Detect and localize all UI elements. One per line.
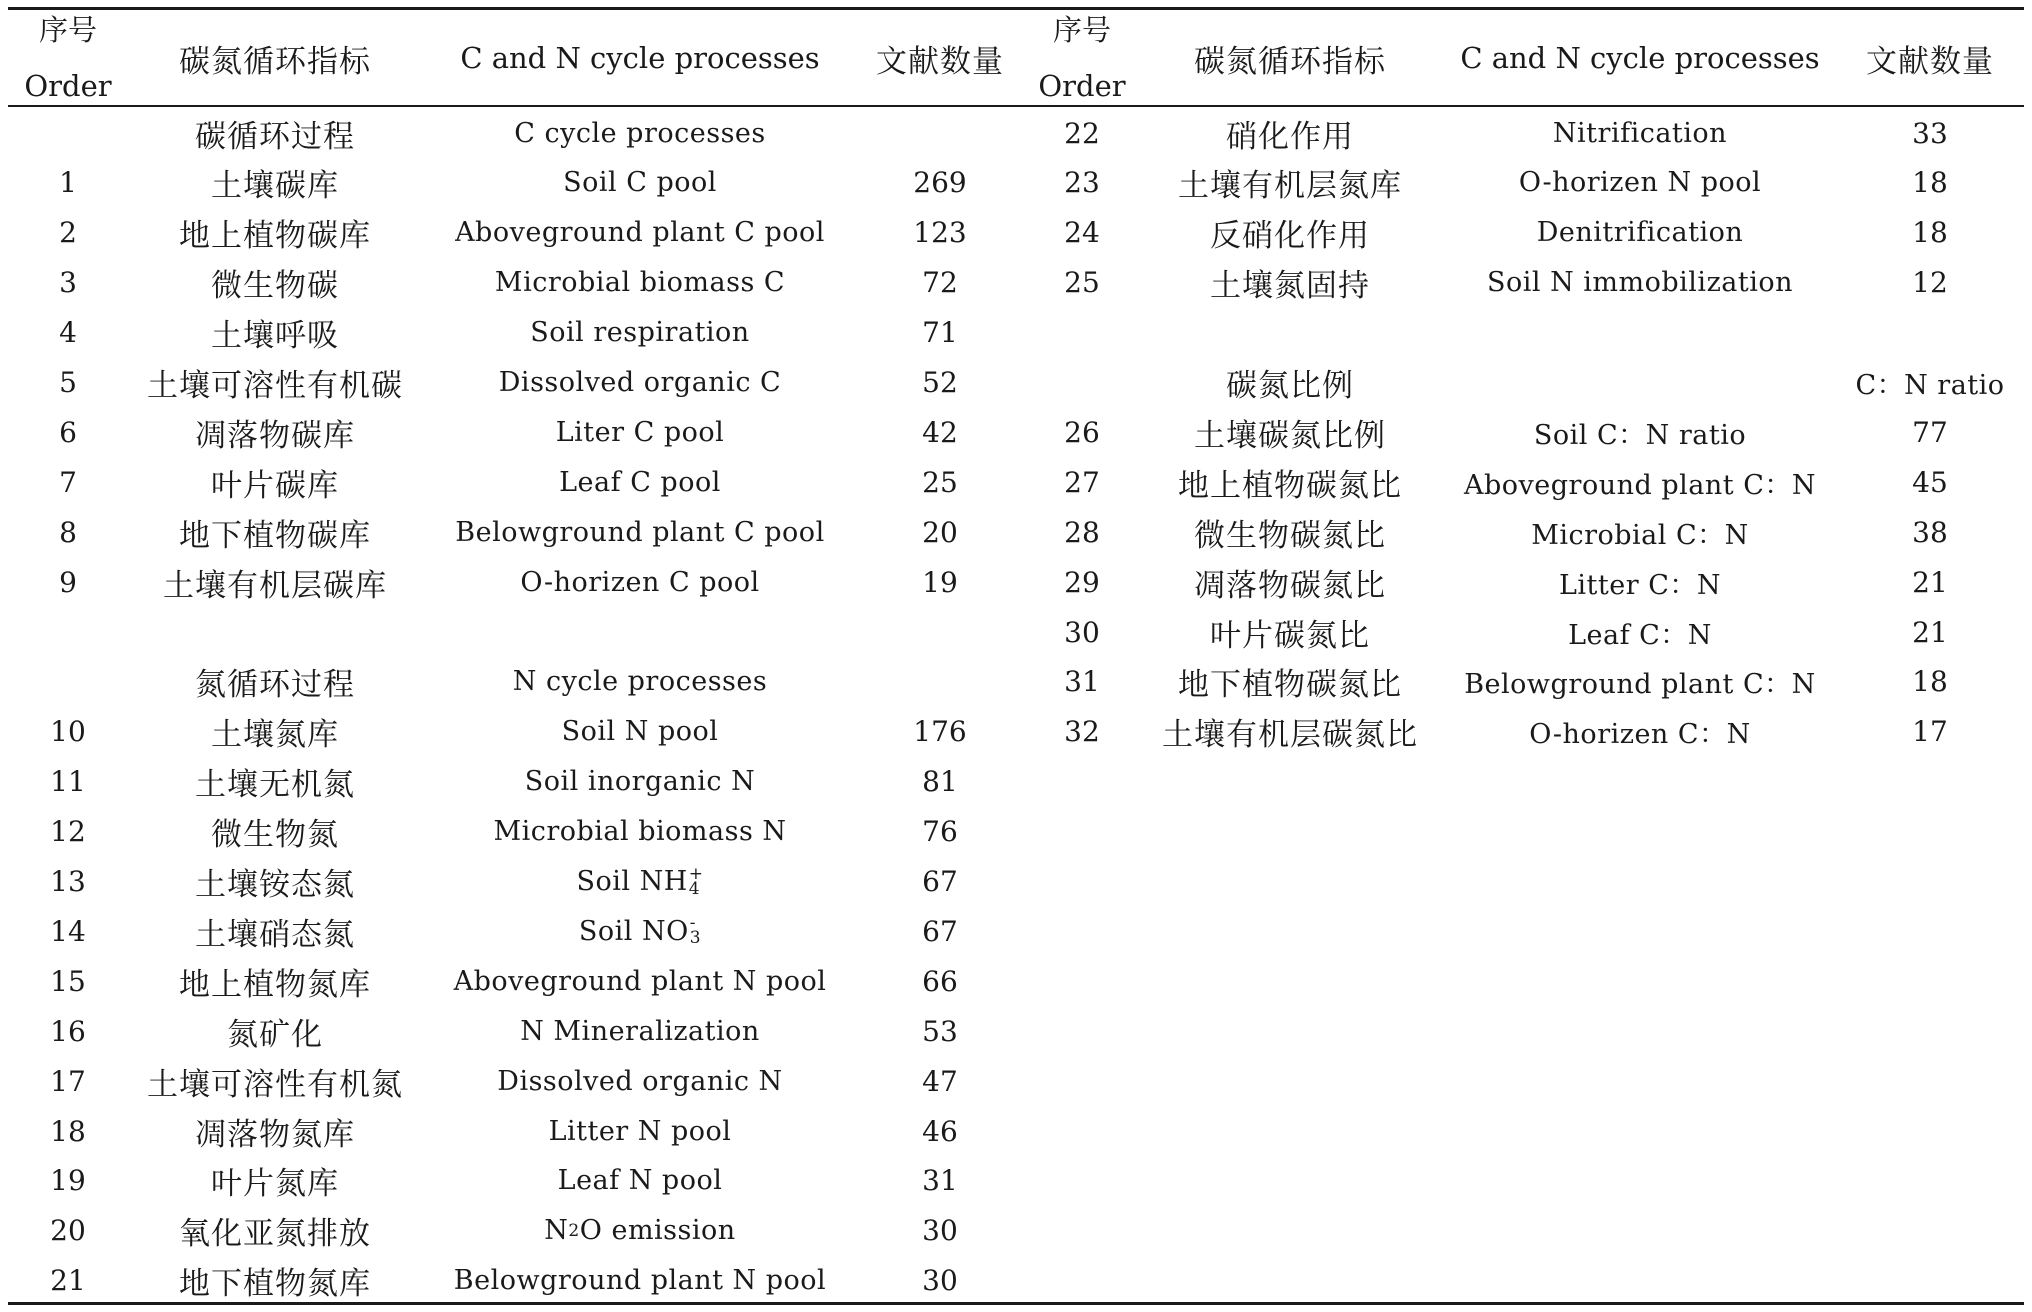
literature-count: 46 (922, 1114, 958, 1148)
process-name-en: Dissolved organic C (498, 367, 782, 398)
indicator-name-cn: 土壤可溶性有机碳 (147, 368, 403, 404)
header-order-left (18, 12, 118, 104)
literature-count: 123 (913, 216, 967, 250)
header-indicator-right: 碳氮循环指标 (1194, 43, 1386, 80)
literature-count: 21 (1912, 615, 1948, 649)
indicator-name-cn: 土壤氮固持 (1210, 268, 1370, 305)
literature-count: 71 (922, 316, 958, 350)
formula-prefix: N (544, 1215, 569, 1247)
indicator-name-cn: 土壤铵态氮 (195, 867, 355, 903)
ion-index: 4 (688, 878, 701, 899)
literature-count: 38 (1912, 515, 1948, 549)
literature-count: 20 (922, 515, 958, 549)
literature-count: 52 (922, 366, 958, 399)
row-order: 9 (59, 565, 77, 599)
row-order: 24 (1064, 216, 1100, 250)
header-order-cn: 序号 (1052, 13, 1111, 47)
indicator-name-cn: 土壤氮库 (211, 717, 339, 754)
indicator-name-cn: 氮矿化 (227, 1016, 323, 1053)
process-name-en: Litter C：N (1558, 569, 1722, 601)
indicator-name-cn: 土壤有机层氮库 (1178, 168, 1402, 205)
process-name-en: Leaf C：N (1568, 619, 1712, 651)
row-order: 3 (59, 266, 77, 300)
section-ratio-cn: 碳氮比例 (1226, 368, 1354, 404)
row-order: 15 (50, 964, 86, 998)
literature-count: 30 (922, 1214, 958, 1248)
row-order: 16 (50, 1014, 86, 1048)
section-ratio-en: C：N ratio (1855, 370, 2005, 401)
literature-count: 18 (1912, 216, 1948, 250)
process-name-en: Aboveground plant C pool (455, 217, 825, 249)
row-order: 8 (59, 515, 77, 549)
indicator-name-cn: 叶片氮库 (211, 1166, 339, 1203)
literature-count: 25 (922, 465, 958, 499)
section-c-cycle-cn: 碳循环过程 (195, 118, 355, 155)
indicator-name-cn: 地上植物氮库 (179, 966, 371, 1003)
indicator-name-cn: 土壤碳库 (211, 168, 339, 205)
process-name-en: Dissolved organic N (497, 1065, 783, 1097)
literature-count: 81 (922, 765, 958, 799)
indicator-name-cn: 地下植物氮库 (179, 1266, 371, 1303)
formula-base: Soil NO (578, 915, 689, 947)
row-order: 13 (50, 865, 86, 898)
row-order: 7 (59, 465, 77, 499)
process-name-en: Microbial biomass N (493, 816, 787, 848)
indicator-name-cn: 微生物碳 (211, 268, 339, 305)
indicator-name-cn: 土壤呼吸 (211, 318, 339, 355)
process-name-en: Soil respiration (530, 317, 750, 349)
header-process-left: C and N cycle processes (460, 41, 820, 75)
row-order: 21 (50, 1264, 86, 1298)
indicator-name-cn: 反硝化作用 (1210, 218, 1370, 255)
process-name-en: Belowground plant C pool (455, 516, 825, 548)
row-order: 31 (1064, 665, 1100, 699)
indicator-name-cn: 土壤碳氮比例 (1194, 417, 1386, 454)
process-name-en: Litter N pool (548, 1115, 732, 1147)
formula-rest: O emission (579, 1215, 736, 1247)
process-name-en: O-horizen N pool (1518, 167, 1762, 199)
indicator-name-cn: 凋落物碳氮比 (1194, 567, 1386, 604)
header-order-en: Order (24, 69, 112, 103)
indicator-name-cn: 土壤有机层碳氮比 (1162, 717, 1418, 754)
ion-charge-index (688, 863, 704, 899)
literature-count: 30 (922, 1264, 958, 1298)
process-name-en: Aboveground plant C：N (1464, 469, 1816, 501)
literature-count: 77 (1912, 415, 1948, 449)
process-name-en: Belowground plant C：N (1464, 669, 1816, 701)
row-order: 23 (1064, 166, 1100, 200)
literature-count: 18 (1912, 166, 1948, 200)
top-rule (8, 7, 2024, 10)
process-name-en: Denitrification (1536, 217, 1744, 249)
formula-base: Soil NH (576, 866, 688, 897)
process-name-en: Microbial C：N (1531, 519, 1749, 551)
header-order-cn: 序号 (38, 13, 97, 47)
header-rule (8, 105, 2024, 107)
literature-count: 176 (913, 715, 967, 749)
section-n-cycle-en: N cycle processes (512, 666, 768, 698)
literature-count: 18 (1912, 665, 1948, 699)
row-order: 17 (50, 1064, 86, 1098)
process-name-en: Leaf C pool (559, 466, 721, 498)
literature-count: 67 (922, 914, 958, 948)
row-order: 25 (1064, 266, 1100, 300)
indicator-name-cn: 土壤可溶性有机氮 (147, 1066, 403, 1103)
row-order: 19 (50, 1164, 86, 1198)
row-order: 10 (50, 715, 86, 749)
indicator-name-cn: 微生物碳氮比 (1194, 517, 1386, 554)
literature-count: 17 (1912, 715, 1948, 749)
literature-count: 53 (922, 1014, 958, 1048)
indicator-name-cn: 地上植物碳库 (179, 218, 371, 255)
process-name-en: O-horizen C：N (1529, 719, 1751, 751)
indicator-name-cn: 地下植物碳氮比 (1178, 667, 1402, 704)
row-order: 12 (50, 815, 86, 849)
section-n-cycle-cn: 氮循环过程 (195, 667, 355, 704)
row-order: 6 (59, 415, 77, 449)
ion-charge: + (688, 863, 704, 884)
indicator-name-cn: 凋落物氮库 (195, 1116, 355, 1153)
process-name-en: Soil inorganic N (524, 766, 756, 798)
literature-count: 31 (922, 1164, 958, 1198)
header-order-right (1032, 12, 1132, 104)
row-order: 2 (59, 216, 77, 250)
ion-index: 3 (689, 928, 702, 949)
row-order: 26 (1064, 415, 1100, 449)
literature-count: 67 (922, 865, 958, 898)
row-order: 14 (50, 914, 86, 948)
process-name-en: Soil C pool (563, 167, 717, 199)
literature-count: 72 (922, 266, 958, 300)
indicator-name-cn: 地下植物碳库 (179, 517, 371, 554)
literature-count: 269 (913, 166, 967, 200)
row-order: 22 (1064, 116, 1100, 150)
ion-charge-index (689, 913, 702, 949)
indicator-name-cn: 地上植物碳氮比 (1178, 467, 1402, 504)
section-c-cycle-en: C cycle processes (514, 117, 766, 149)
row-order: 5 (59, 366, 77, 399)
header-count-right: 文献数量 (1866, 43, 1994, 80)
literature-count: 33 (1912, 116, 1948, 150)
indicator-name-cn: 氧化亚氮排放 (179, 1216, 371, 1253)
indicator-name-cn: 凋落物碳库 (195, 417, 355, 454)
literature-count: 19 (922, 565, 958, 599)
header-order-en: Order (1038, 69, 1126, 103)
literature-count: 42 (922, 415, 958, 449)
row-order: 1 (59, 166, 77, 200)
indicator-name-cn: 土壤有机层碳库 (163, 567, 387, 604)
indicator-name-cn: 硝化作用 (1226, 118, 1354, 155)
indicator-name-cn: 叶片碳库 (211, 467, 339, 504)
process-name-en: Soil C：N ratio (1533, 419, 1747, 451)
row-order: 30 (1064, 615, 1100, 649)
ion-charge: - (689, 913, 697, 934)
indicator-name-cn: 微生物氮 (211, 817, 339, 854)
process-name-en: Leaf N pool (557, 1165, 723, 1197)
row-order: 20 (50, 1214, 86, 1248)
literature-count: 21 (1912, 565, 1948, 599)
row-order: 32 (1064, 715, 1100, 749)
process-name-en (440, 857, 840, 907)
process-name-en: Belowground plant N pool (453, 1265, 827, 1297)
process-name-en (440, 906, 840, 956)
indicator-name-cn: 土壤无机氮 (195, 767, 355, 804)
row-order: 28 (1064, 515, 1100, 549)
indicator-name-cn: 叶片碳氮比 (1210, 617, 1370, 654)
row-order: 11 (50, 765, 86, 799)
literature-count: 12 (1912, 266, 1948, 300)
header-count-left: 文献数量 (876, 43, 1004, 80)
literature-count: 76 (922, 815, 958, 849)
process-name-en: O-horizen C pool (520, 566, 760, 598)
row-order: 27 (1064, 465, 1100, 499)
process-name-en: Aboveground plant N pool (453, 965, 827, 997)
indicator-name-cn: 土壤硝态氮 (195, 916, 355, 953)
row-order: 29 (1064, 565, 1100, 599)
process-name-en: N Mineralization (520, 1015, 760, 1047)
process-name-en: Liter C pool (555, 416, 725, 448)
header-indicator-left: 碳氮循环指标 (179, 43, 371, 80)
literature-count: 66 (922, 964, 958, 998)
process-name-en: Microbial biomass C (494, 267, 786, 299)
process-name-en: Nitrification (1552, 117, 1728, 149)
literature-count: 47 (922, 1064, 958, 1098)
row-order: 4 (59, 316, 77, 350)
process-name-en: Soil N pool (561, 716, 719, 748)
process-name-en: N 2 O emission (544, 1215, 736, 1247)
header-process-right: C and N cycle processes (1460, 41, 1820, 75)
process-name-en: Soil N immobilization (1486, 267, 1794, 299)
row-order: 18 (50, 1114, 86, 1148)
literature-count: 45 (1912, 465, 1948, 499)
